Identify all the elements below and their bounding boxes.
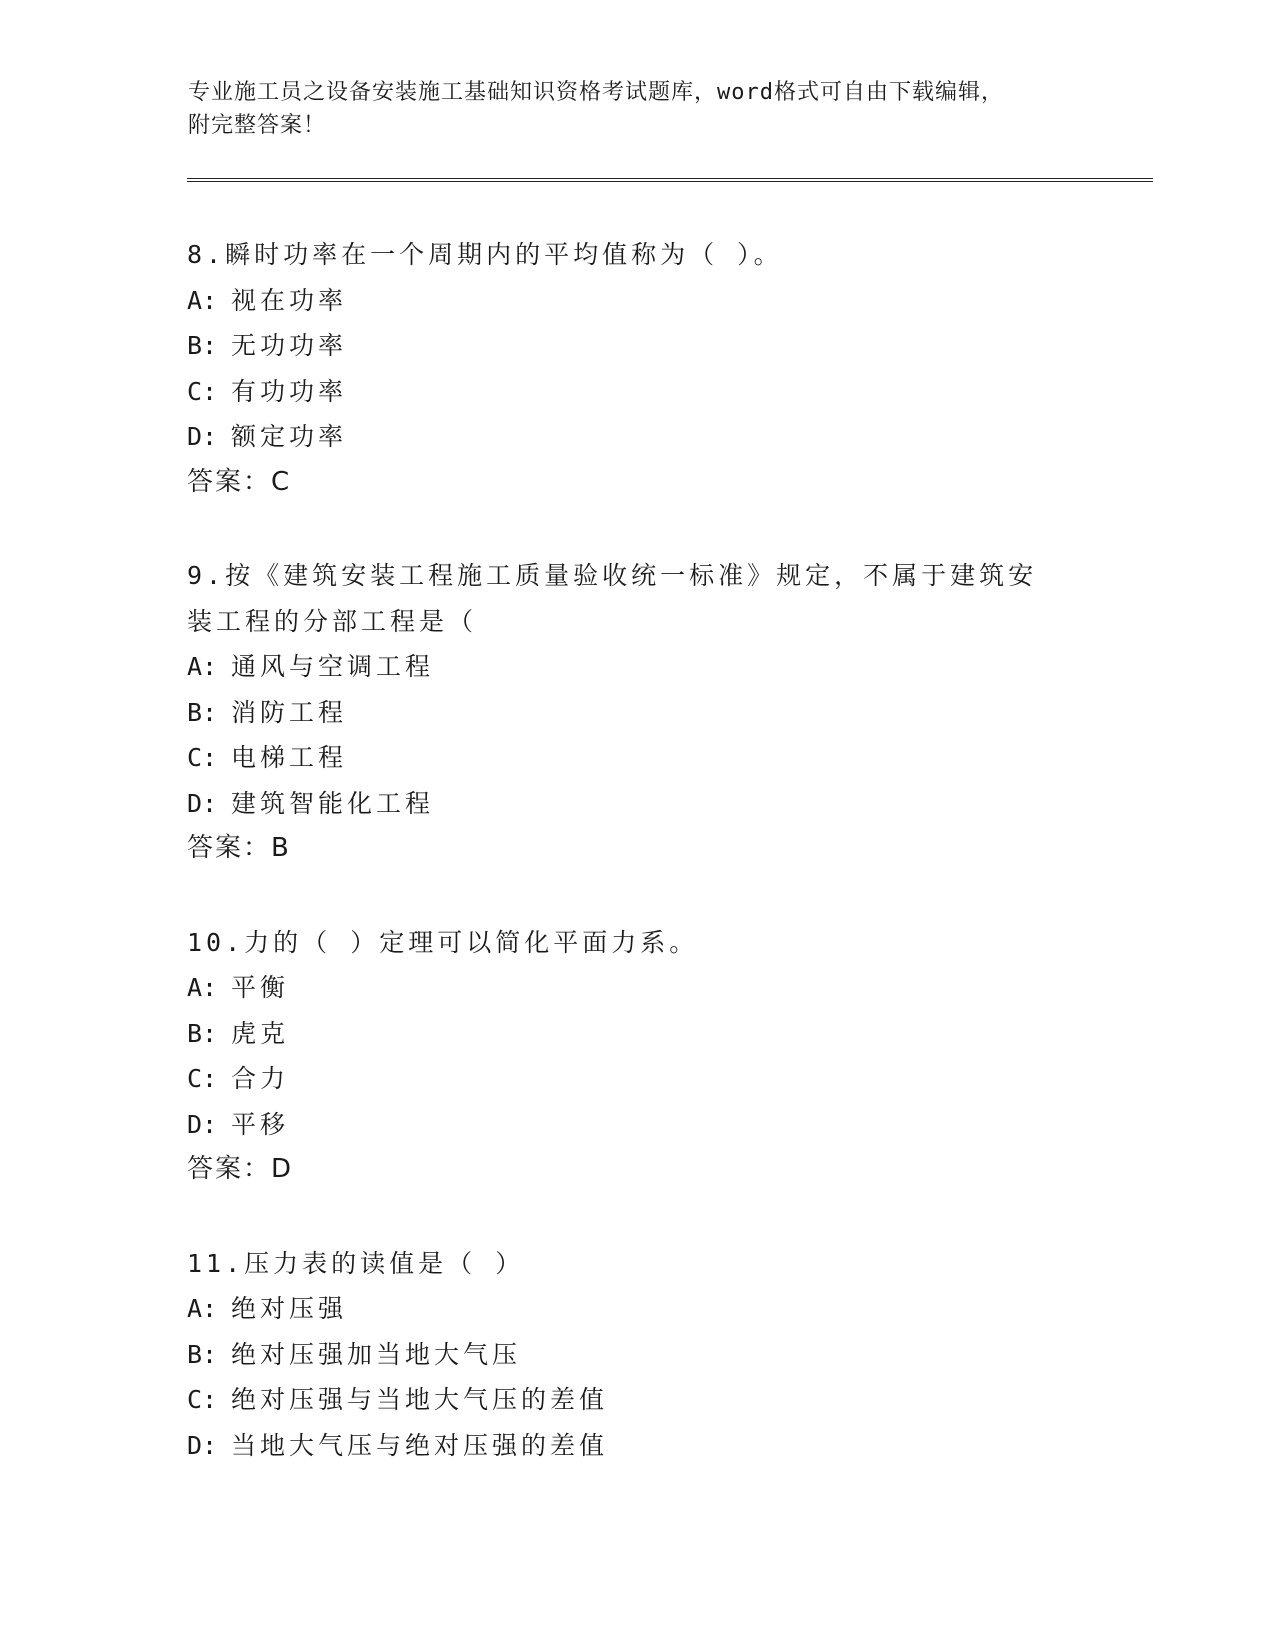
option-letter: D: (187, 422, 218, 451)
option-letter: D: (187, 788, 218, 818)
question-stem: 11.压力表的读值是（ ） (187, 1248, 525, 1278)
option-letter: D: (187, 1430, 218, 1460)
option-a (187, 965, 1087, 1011)
option-letter: B: (187, 1018, 218, 1048)
question-list (187, 232, 1087, 1516)
option-b (187, 323, 1087, 369)
option-text: 当地大气压与绝对压强的差值 (231, 1430, 609, 1460)
option-text: 虎克 (231, 1018, 290, 1048)
option-letter: C: (187, 376, 218, 406)
option-text: 建筑智能化工程 (231, 788, 435, 818)
option-c (187, 735, 1087, 781)
option-text: 消防工程 (231, 697, 348, 727)
header-line-1: 专业施工员之设备安装施工基础知识资格考试题库，word格式可自由下载编辑， (188, 80, 1004, 105)
option-text: 绝对压强与当地大气压的差值 (231, 1385, 609, 1414)
option-text: 绝对压强 (231, 1294, 348, 1323)
question-8 (187, 232, 1087, 505)
option-text: 额定功率 (231, 422, 348, 451)
option-d (187, 781, 1087, 827)
option-d (187, 414, 1087, 460)
answer-line: 答案：B (187, 833, 291, 863)
option-c (187, 1056, 1087, 1102)
header-line-2: 附完整答案！ (188, 113, 327, 138)
option-letter: C: (187, 1385, 218, 1414)
question-stem: 8.瞬时功率在一个周期内的平均值称为（ ）。 (187, 240, 783, 269)
option-text: 无功功率 (231, 331, 348, 360)
option-d (187, 1102, 1087, 1148)
question-stem: 10.力的（ ）定理可以简化平面力系。 (187, 927, 699, 957)
option-b (187, 690, 1087, 736)
option-letter: C: (187, 743, 218, 772)
option-c (187, 1377, 1087, 1423)
option-d (187, 1423, 1087, 1469)
option-letter: A: (187, 652, 218, 681)
option-b (187, 1011, 1087, 1057)
option-letter: A: (187, 1294, 218, 1323)
question-11 (187, 1241, 1087, 1469)
option-letter: B: (187, 697, 218, 727)
option-text: 平移 (231, 1109, 290, 1139)
option-letter: C: (187, 1064, 218, 1093)
question-9 (187, 553, 1087, 872)
option-letter: B: (187, 331, 218, 360)
option-c (187, 369, 1087, 415)
option-b (187, 1332, 1087, 1378)
option-a (187, 644, 1087, 690)
option-text: 有功功率 (231, 376, 348, 406)
option-a (187, 278, 1087, 324)
option-text: 绝对压强加当地大气压 (231, 1339, 522, 1369)
option-letter: D: (187, 1109, 218, 1139)
option-text: 通风与空调工程 (231, 652, 435, 681)
option-text: 合力 (231, 1064, 290, 1093)
option-letter: B: (187, 1339, 218, 1369)
answer-line: 答案：D (187, 1154, 294, 1184)
option-text: 电梯工程 (231, 743, 348, 772)
header-divider (187, 178, 1153, 182)
option-letter: A: (187, 285, 218, 315)
option-text: 视在功率 (231, 285, 348, 315)
option-text: 平衡 (231, 973, 290, 1002)
question-stem: 9.按《建筑安装工程施工质量验收统一标准》规定，不属于建筑安装工程的分部工程是（ (187, 561, 1038, 636)
document-header (188, 76, 1088, 142)
option-a (187, 1286, 1087, 1332)
question-10 (187, 920, 1087, 1193)
answer-line: 答案：C (187, 466, 292, 497)
option-letter: A: (187, 973, 218, 1002)
